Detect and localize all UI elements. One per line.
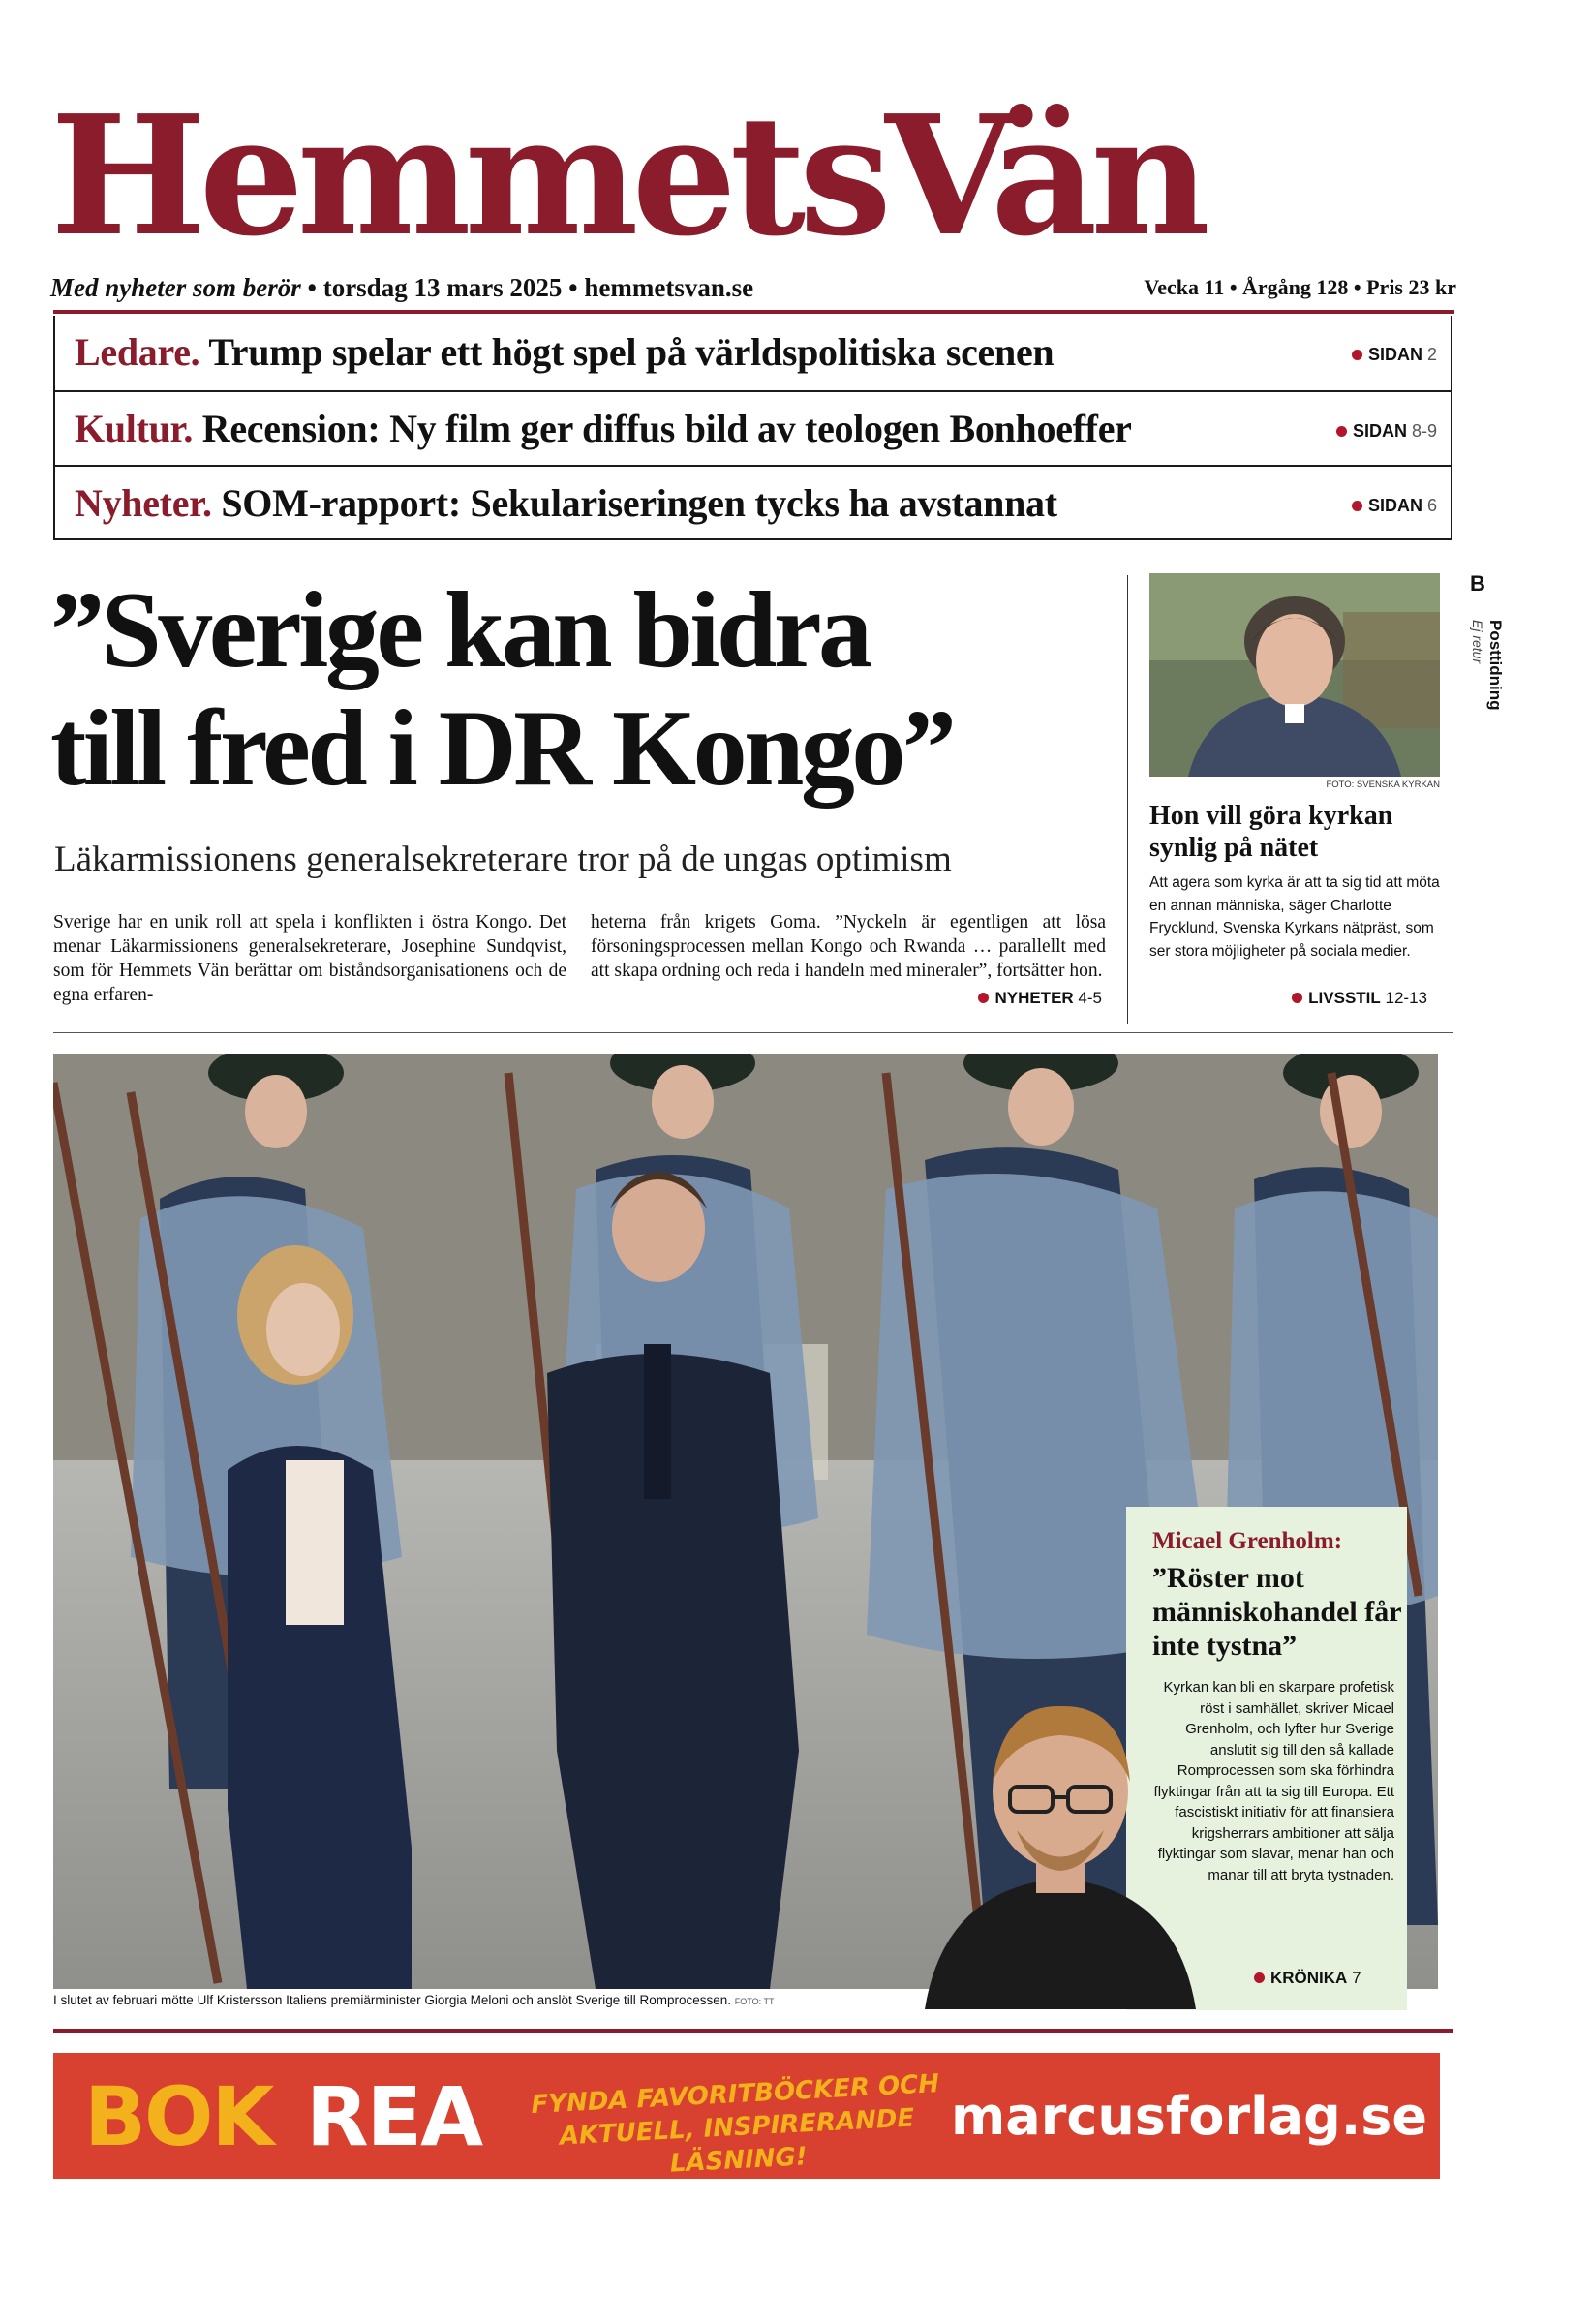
ad-url[interactable]: marcusforlag.se (951, 2086, 1428, 2147)
teaser-ledare[interactable] (55, 316, 1451, 390)
column-divider (1127, 575, 1128, 1024)
postage-letter: B (1470, 571, 1485, 596)
masthead-tagline (50, 273, 753, 303)
portrait-illustration (1149, 573, 1440, 777)
teaser-page-ref: SIDAN 8-9 (1336, 421, 1437, 442)
ad-word-bok: BOK (84, 2069, 273, 2164)
teaser-title: SOM-rapport: Sekulariseringen tycks ha avstannat (221, 481, 1057, 525)
chronicle-body: Kyrkan kan bli en skarpare profetisk röst i samhället, skriver Micael Grenholm, och lyfter hur Sverige anslutit sig till den så kallade Romprocessen som ska förhindra flyktingar från att ta sig till Europa. Ett fascistiskt initiativ för att finansiera krigsherrars ambitioner att sälja flyktingar som slavar, menar han och manar till att bryta tystnaden. (1153, 1679, 1394, 1883)
side-body: Att agera som kyrka är att ta sig tid att möta en annan människa, säger Charlotte Frycklund, Svenska Kyrkans nätpräst, som ser stora möjligheter på sociala medier. (1149, 874, 1440, 960)
teaser-nyheter[interactable] (55, 465, 1451, 539)
lead-body-col2: heterna från krigets Goma. ”Nyckeln är egentligen att lösa försoningsprocessen mellan Kongo och Rwanda … parallellt med att skapa ordning och reda i handeln med mineraler”, fortsätter hon. (591, 912, 1106, 981)
teaser-section: Nyheter. (75, 481, 212, 525)
issue-date: • torsdag 13 mars 2025 • (307, 273, 578, 302)
side-portrait-photo (1149, 573, 1440, 777)
bullet-dot (1254, 1972, 1265, 1983)
section-divider (53, 1032, 1453, 1033)
lead-headline[interactable]: ”Sverige kan bidra till fred i DR Kongo” (50, 570, 954, 809)
teaser-text (75, 480, 1057, 526)
bullet-dot (1292, 993, 1302, 1003)
teaser-text (75, 406, 1132, 451)
teaser-box (53, 316, 1452, 540)
bullet-dot (978, 993, 989, 1003)
site-link[interactable]: hemmetsvan.se (584, 273, 754, 302)
ad-rule (53, 2029, 1453, 2033)
teaser-page-ref: SIDAN 2 (1352, 345, 1437, 365)
issue-info: Vecka 11 • Årgång 128 • Pris 23 kr (1144, 275, 1456, 299)
chronicle-author: Micael Grenholm: (1152, 1528, 1343, 1554)
teaser-page-ref: SIDAN 6 (1352, 496, 1437, 516)
side-headline[interactable]: Hon vill göra kyrkan synlig på nätet (1149, 801, 1393, 863)
teaser-text (75, 329, 1054, 375)
photo-credit: FOTO: TT (734, 1997, 775, 2006)
chronicle-headline[interactable]: ”Röster mot människohandel får inte tystna” (1152, 1562, 1402, 1662)
teaser-kultur[interactable] (55, 390, 1451, 465)
author-illustration (915, 1685, 1206, 2009)
teaser-title: Trump spelar ett högt spel på världspolitiska scenen (208, 330, 1055, 374)
masthead-rule (53, 310, 1454, 314)
photo-credit: FOTO: SVENSKA KYRKAN (1326, 780, 1440, 790)
slogan: Med nyheter som berör (50, 273, 301, 302)
side-page-ref[interactable]: LIVSSTIL 12-13 (1292, 989, 1427, 1008)
lead-body-col1: Sverige har en unik roll att spela i konflikten i östra Kongo. Det menar Läkarmissionens generalsekreterare, Josephine Sundqvist, som för Hemmets Vän berättar om biståndsorganisationens och de egna erfaren- (53, 912, 566, 1005)
postage-line2: Ej retur (1470, 620, 1485, 664)
postage-text (1460, 620, 1547, 746)
teaser-section: Ledare. (75, 330, 200, 374)
teaser-title: Recension: Ny film ger diffus bild av teologen Bonhoeffer (201, 407, 1132, 450)
postage-line1: Posttidning (1486, 620, 1505, 711)
lead-subhead: Läkarmissionens generalsekreterare tror på de ungas optimism (54, 840, 952, 879)
lead-page-ref[interactable]: NYHETER 4-5 (978, 989, 1102, 1008)
photo-caption: I slutet av februari mötte Ulf Kristersson Italiens premiärminister Giorgia Meloni och anslöt Sverige till Romprocessen. FOTO: TT (53, 1993, 775, 2007)
chronicle-page-ref[interactable]: KRÖNIKA 7 (1254, 1969, 1361, 1988)
masthead-title: HemmetsVän (50, 79, 1204, 273)
bullet-dot (1336, 426, 1347, 437)
ad-word-rea: REA (306, 2069, 482, 2164)
ad-tagline: FYNDA FAVORITBÖCKER OCH AKTUELL, INSPIRERANDE LÄSNING! (530, 2069, 940, 2179)
bullet-dot (1352, 501, 1362, 511)
chronicle-author-photo (915, 1685, 1206, 2009)
teaser-section: Kultur. (75, 407, 194, 450)
bullet-dot (1352, 350, 1362, 360)
